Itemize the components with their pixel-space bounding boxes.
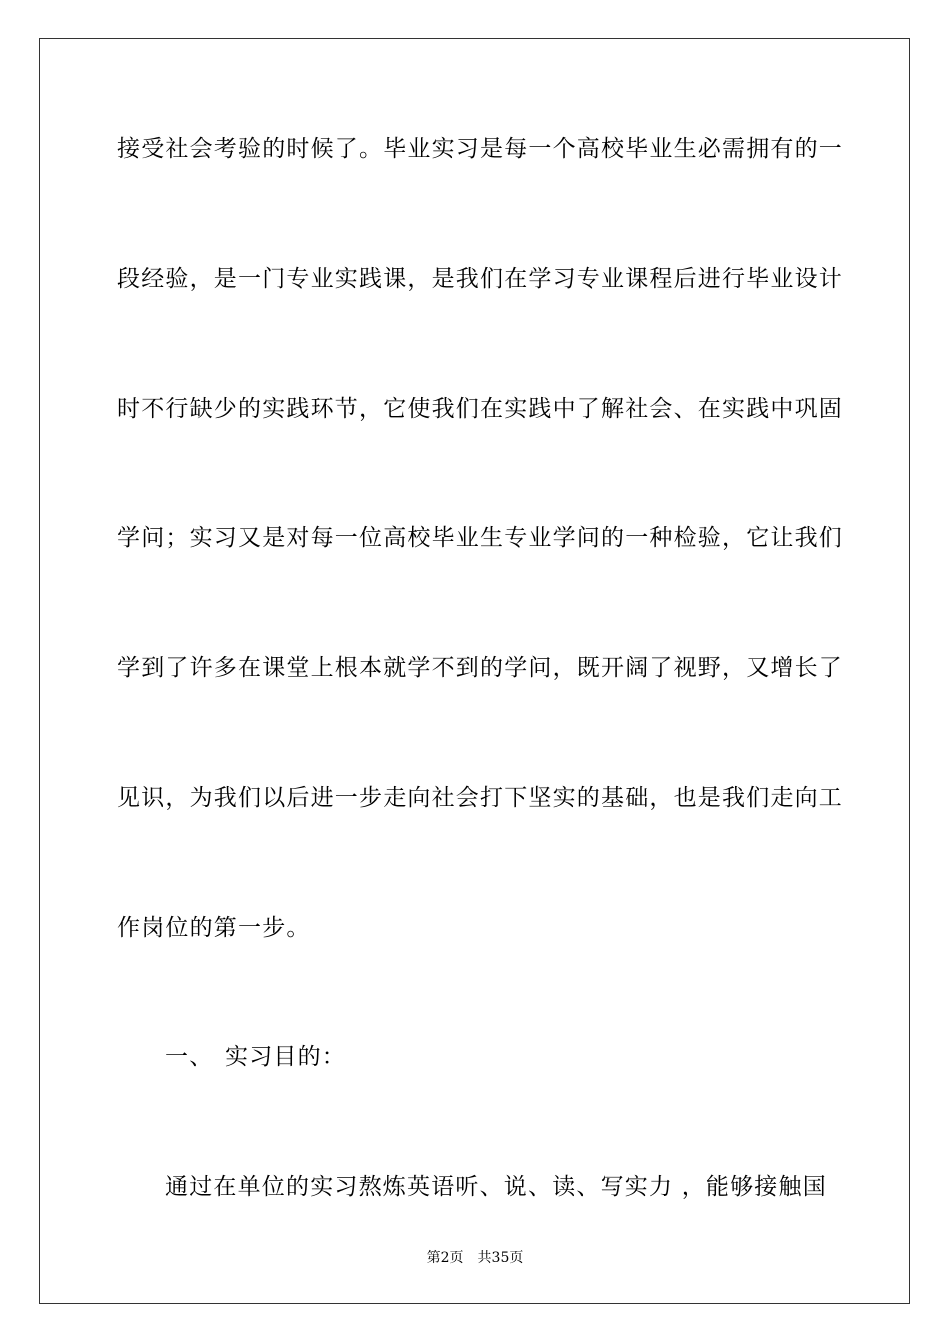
body-line-5: 学到了许多在课堂上根本就学不到的学问，既开阔了视野，又增长了 [117,655,843,681]
paragraph-2-line-1: 通过在单位的实习熬炼英语听、说、读、写实力 ，能够接触国 [165,1174,827,1200]
page-number: 第2页 [426,1250,464,1266]
section-heading [165,1042,346,1072]
body-line-6: 见识，为我们以后进一步走向社会打下坚实的基础，也是我们走向工 [117,785,843,811]
body-line-7: 作岗位的第一步。 [117,915,311,941]
section-number: 一、 [165,1044,214,1070]
body-line-3: 时不行缺少的实践环节，它使我们在实践中了解社会、在实践中巩固 [117,396,843,422]
total-pages: 共35页 [477,1250,524,1266]
body-line-4: 学问；实习又是对每一位高校毕业生专业学问的一种检验，它让我们 [117,525,843,551]
section-title: 实习目的： [225,1044,346,1070]
body-line-2: 段经验，是一门专业实践课，是我们在学习专业课程后进行毕业设计 [117,266,843,292]
body-line-1: 接受社会考验的时候了。毕业实习是每一个高校毕业生必需拥有的一 [117,136,843,162]
page-footer [0,1249,950,1267]
